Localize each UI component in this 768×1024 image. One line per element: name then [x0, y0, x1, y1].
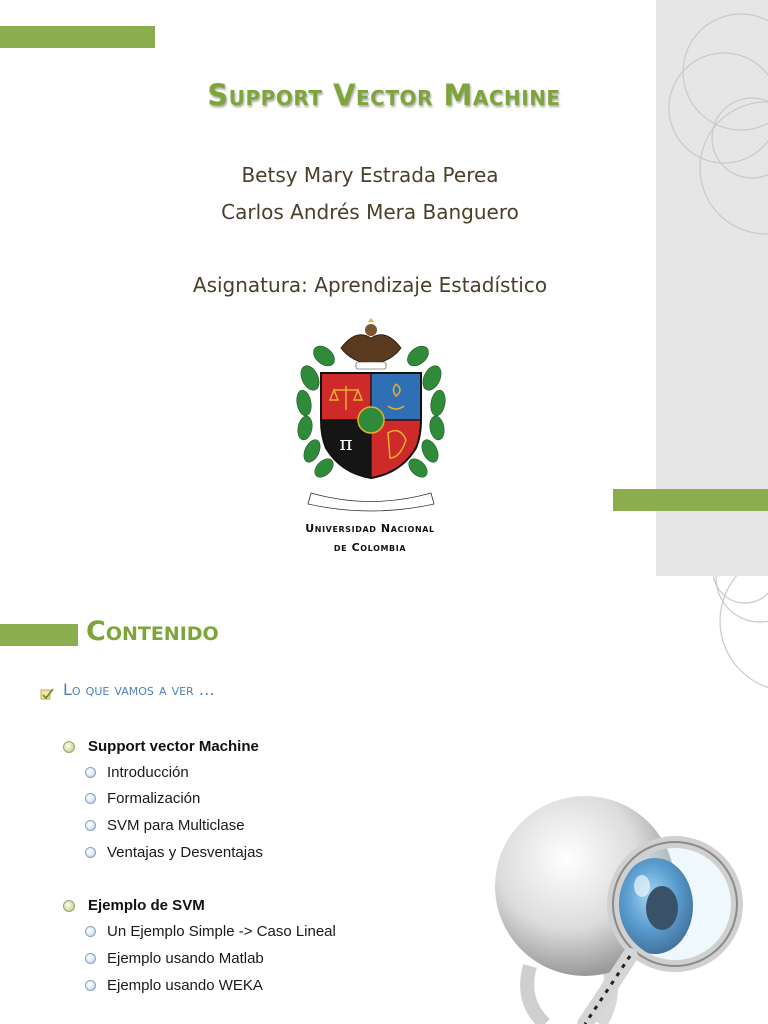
bullet-icon	[85, 926, 96, 937]
bullet-icon	[63, 900, 75, 912]
author-1: Betsy Mary Estrada Perea	[241, 163, 499, 187]
bullet-icon	[85, 847, 96, 858]
bullet-icon	[85, 820, 96, 831]
list-item-text: SVM para Multiclase	[107, 817, 245, 834]
list-item	[85, 977, 263, 994]
section-heading: Support vector Machine	[88, 738, 259, 755]
bullet-icon	[85, 980, 96, 991]
list-item-text: Formalización	[107, 790, 201, 807]
eye-magnifier-icon	[490, 786, 760, 1024]
list-item	[85, 764, 189, 781]
university-name-line2: de Colombia	[333, 541, 407, 554]
section-heading: Ejemplo de SVM	[88, 897, 205, 914]
list-item	[85, 923, 336, 940]
list-item	[85, 844, 263, 861]
bullet-icon	[63, 741, 75, 753]
checkmark-bullet-icon	[40, 686, 54, 705]
subtitle: Lo que vamos a ver …	[63, 680, 215, 699]
list-item-text: Ejemplo usando WEKA	[107, 977, 263, 994]
list-item	[63, 738, 259, 755]
accent-bar-right	[613, 489, 768, 511]
section-title: Contenido	[86, 616, 219, 647]
accent-bar-top	[0, 26, 155, 48]
bullet-icon	[85, 953, 96, 964]
bullet-icon	[85, 767, 96, 778]
course-name: Asignatura: Aprendizaje Estadístico	[192, 273, 548, 297]
university-crest-icon	[296, 318, 446, 514]
list-item-text: Introducción	[107, 764, 189, 781]
author-2: Carlos Andrés Mera Banguero	[221, 200, 519, 224]
list-item-text: Un Ejemplo Simple -> Caso Lineal	[107, 923, 336, 940]
presentation-title: Support Vector Machine	[207, 78, 561, 112]
list-item	[85, 950, 264, 967]
list-item	[85, 790, 200, 807]
list-item	[85, 817, 245, 834]
contents-slide	[0, 576, 768, 1024]
bullet-icon	[85, 793, 96, 804]
list-item-text: Ejemplo usando Matlab	[107, 950, 264, 967]
svg-text:π: π	[339, 431, 353, 455]
accent-bar-left	[0, 624, 78, 646]
list-item	[63, 897, 205, 914]
list-item-text: Ventajas y Desventajas	[107, 844, 263, 861]
university-name-line1: Universidad Nacional	[305, 522, 435, 535]
